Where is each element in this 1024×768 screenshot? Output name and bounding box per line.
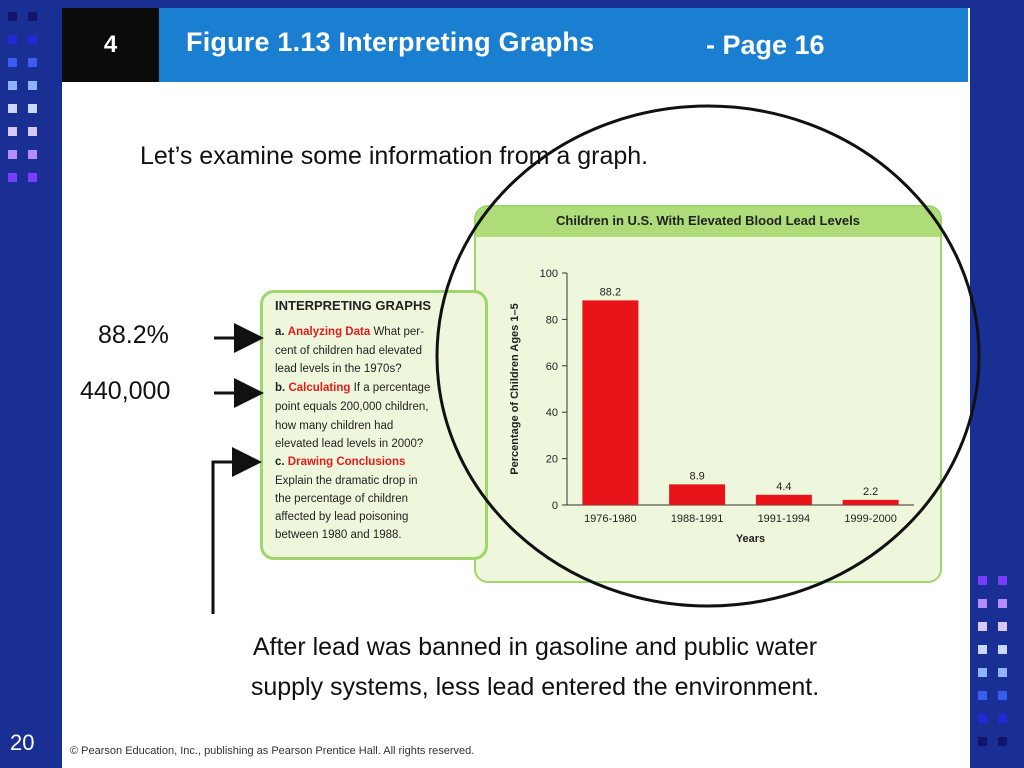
- caption-line1: After lead was banned in gasoline and public water: [252, 633, 818, 661]
- question-a-label: Analyzing Data: [287, 326, 371, 338]
- question-a-line2: cent of children had elevated: [275, 345, 423, 357]
- question-a-text: What per-: [373, 326, 424, 338]
- y-tick-label: 80: [545, 314, 558, 327]
- x-tick-label: 1991-1994: [757, 513, 811, 525]
- slide-title: Figure 1.13 Interpreting Graphs: [186, 27, 595, 57]
- question-b-line4: elevated lead levels in 2000?: [275, 438, 424, 450]
- question-c-line2: Explain the dramatic drop in: [275, 475, 418, 487]
- question-a-letter: a.: [275, 326, 285, 338]
- question-c-line4: affected by lead poisoning: [275, 511, 409, 523]
- highlight-circle: [437, 106, 979, 606]
- question-b-letter: b.: [275, 382, 286, 394]
- chapter-number: 4: [62, 8, 159, 82]
- data-label: 2.2: [862, 485, 879, 498]
- y-tick-label: 0: [551, 500, 558, 512]
- question-c-line5: between 1980 and 1988.: [275, 529, 402, 541]
- x-tick-label: 1976-1980: [584, 513, 637, 525]
- question-b-line2: point equals 200,000 children,: [275, 401, 429, 413]
- data-label: 88.2: [599, 286, 622, 299]
- y-tick-label: 60: [545, 360, 558, 373]
- slide-number: 20: [10, 730, 35, 755]
- data-label: 8.9: [689, 470, 705, 483]
- question-a-line3: lead levels in the 1970s?: [275, 363, 402, 375]
- answer-b: 440,000: [80, 377, 171, 405]
- y-tick-label: 40: [545, 407, 558, 420]
- x-tick-label: 1988-1991: [670, 513, 724, 525]
- question-heading: INTERPRETING GRAPHS: [275, 298, 432, 313]
- y-tick-label: 100: [539, 268, 558, 280]
- question-b-label: Calculating: [288, 382, 351, 394]
- question-b-text: If a percentage: [353, 382, 431, 394]
- answer-a: 88.2%: [98, 321, 169, 349]
- copyright-notice: © Pearson Education, Inc., publishing as Pearson Prentice Hall. All rights reserved.: [70, 745, 475, 757]
- caption: [140, 627, 930, 707]
- y-axis-label: Percentage of Children Ages 1–5: [509, 303, 521, 475]
- caption-line2: supply systems, less lead entered the environment.: [250, 673, 820, 701]
- question-c-line3: the percentage of children: [275, 493, 408, 505]
- y-tick-label: 20: [545, 453, 558, 466]
- question-c-label: Drawing Conclusions: [287, 456, 406, 468]
- data-label: 4.4: [776, 480, 792, 493]
- arrow-conclusion: [213, 462, 256, 614]
- page-reference: - Page 16: [706, 30, 825, 60]
- x-axis-label: Years: [735, 533, 766, 545]
- intro-text: Let’s examine some information from a graph.: [140, 142, 649, 170]
- question-b-line3: how many children had: [275, 420, 394, 432]
- x-tick-label: 1999-2000: [844, 513, 897, 525]
- question-c-letter: c.: [275, 456, 285, 468]
- chart-title: Children in U.S. With Elevated Blood Lead Levels: [556, 213, 860, 228]
